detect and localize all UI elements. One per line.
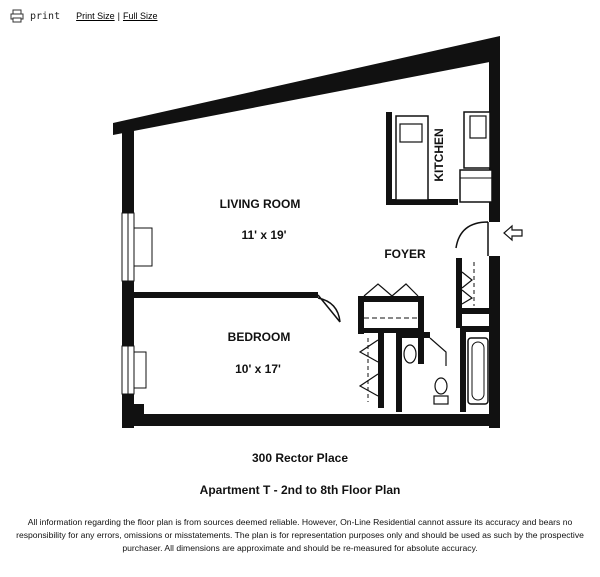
link-separator: |	[117, 11, 120, 21]
bottom-wall	[122, 414, 500, 426]
sink-basin-icon	[404, 345, 416, 363]
living-bedroom-wall	[134, 292, 318, 298]
stove-icon	[470, 116, 486, 138]
disclaimer-text: All information regarding the floor plan is from sources deemed reliable. However, On-Line Residential cannot assure its accuracy and bears no responsibility for any errors, omissions or misstatements. The plan is for representation purposes only and should be used as such by the prospective purchaser. All dimensions are approximate and should be re-measured for absolute accuracy.	[16, 517, 584, 553]
bedroom-dimensions: 10' x 17'	[235, 362, 281, 376]
right-wall-lower	[489, 256, 500, 428]
print-button[interactable]: print	[30, 10, 61, 22]
toilet-icon	[434, 378, 448, 404]
kitchen-label: KITCHEN	[432, 128, 446, 182]
floor-plan-subtitle: Apartment T - 2nd to 8th Floor Plan	[199, 483, 401, 497]
full-size-link[interactable]: Full Size	[122, 11, 158, 21]
top-wall	[113, 36, 500, 135]
window-living-room	[122, 213, 152, 281]
address-title: 300 Rector Place	[251, 451, 349, 465]
living-room-dimensions: 11' x 19'	[241, 228, 287, 242]
arrow-left-icon	[504, 226, 522, 240]
kitchen-wall-left	[386, 112, 392, 204]
window-bedroom	[122, 346, 146, 394]
print-size-link[interactable]: Print Size	[76, 11, 115, 21]
refrigerator-icon	[460, 170, 492, 202]
entry-door	[456, 222, 488, 256]
bedroom-label: BEDROOM	[227, 330, 291, 344]
entry-closet	[456, 258, 490, 328]
bedroom-door	[318, 295, 340, 322]
living-room-label: LIVING ROOM	[219, 197, 301, 211]
bedroom-closet	[360, 332, 384, 408]
bathtub-icon	[468, 338, 488, 404]
sink-icon	[400, 124, 422, 142]
foyer-label: FOYER	[384, 247, 426, 261]
bottom-step	[134, 404, 144, 416]
